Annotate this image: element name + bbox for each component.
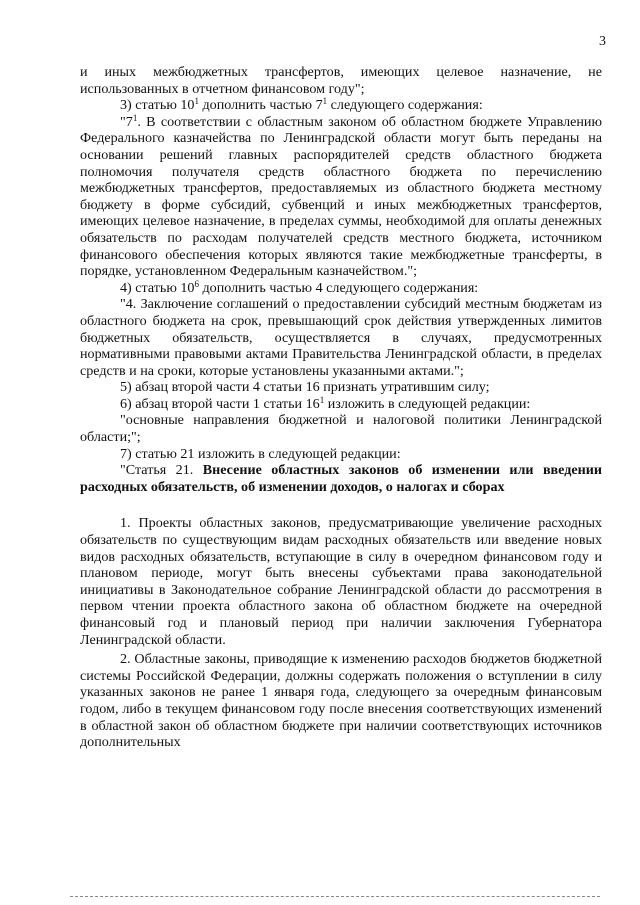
article-title: Внесение областных законов об изменении или введении расходных обязательств, об изменении доходов, о налогах и сборах <box>80 462 602 495</box>
paragraph: "основные направления бюджетной и налоговой политики Ленинградской области;"; <box>80 412 602 446</box>
paragraph: "$7^1$. В соответствии с областным законом об областном бюджете Управлению Федерального казначейства по Ленинградской области могут быть переданы на основании решений главных распорядителей средств областного бюджета полномочия получателя средств областного бюджета по перечислению межбюджетных трансфертов, предоставляемых из областного бюджета местному бюджету в форме субсидий, субвенций и иных межбюджетных трансфертов, имеющих целевое назначение, в пределах суммы, необходимой для оплаты денежных обязательств по расходам получателей средств местного бюджета, источником финансового обеспечения которых являются такие межбюджетные трансферты, в порядке, установленном Федеральным казначейством."; <box>80 112 602 280</box>
paragraph: 2. Областные законы, приводящие к изменению расходов бюджетов бюджетной системы Российской Федерации, должны содержать положения о вступлении в силу указанных законов не ранее 1 января года, следующего за очередным финансовым годом, либо в текущем финансовом году после внесения соответствующих изменений в областной закон об областном бюджете при наличии соответствующих источников дополнительных <box>80 651 602 751</box>
paragraph: 3) статью $10^1$ дополнить частью $7^1$ следующего содержания: <box>120 96 483 114</box>
superscript: 1 <box>132 112 138 123</box>
document-body <box>80 64 602 751</box>
article-heading: "Статья 21. Внесение областных законов об изменении или введении расходных обязательств, об изменении доходов, о налогах и сборах <box>80 462 602 495</box>
paragraph: и иных межбюджетных трансфертов, имеющих целевое назначение, не использованных в отчетном финансовом году"; <box>80 64 602 97</box>
superscript: 1 <box>319 394 325 405</box>
superscript: 1 <box>322 96 328 107</box>
page-bottom-divider <box>70 896 600 897</box>
paragraph: 1. Проекты областных законов, предусматривающие увеличение расходных обязательств по существующим видам расходных обязательств или введение новых видов расходных обязательств, вступающие в силу в очередном финансовом году и плановом периоде, могут быть внесены субъектами права законодательной инициативы в Законодательное собрание Ленинградской области до рассмотрения в первом чтении проекта областного закона об областном бюджете на очередной финансовый год и плановый период при наличии заключения Губернатора Ленинградской области. <box>80 515 602 648</box>
paragraph: 4) статью $10^6$ дополнить частью 4 следующего содержания: <box>120 278 479 296</box>
paragraph: 7) статью 21 изложить в следующей редакции: <box>120 445 401 462</box>
superscript: 1 <box>194 96 199 107</box>
paragraph: "4. Заключение соглашений о предоставлении субсидий местным бюджетам из областного бюджета на срок, превышающий срок действия утвержденных лимитов бюджетных обязательств, осуществляется в случаях, предусмотренных нормативными правовыми актами Правительства Ленинградской области, в пределах средств и на сроки, которые установлены указанными актами."; <box>80 296 602 379</box>
paragraph: 5) абзац второй части 4 статьи 16 признать утратившим силу; <box>120 379 490 396</box>
page-number: 3 <box>599 34 606 49</box>
paragraph: 6) абзац второй части 1 статьи $16^1$ изложить в следующей редакции: <box>120 394 531 412</box>
superscript: 6 <box>194 278 199 289</box>
